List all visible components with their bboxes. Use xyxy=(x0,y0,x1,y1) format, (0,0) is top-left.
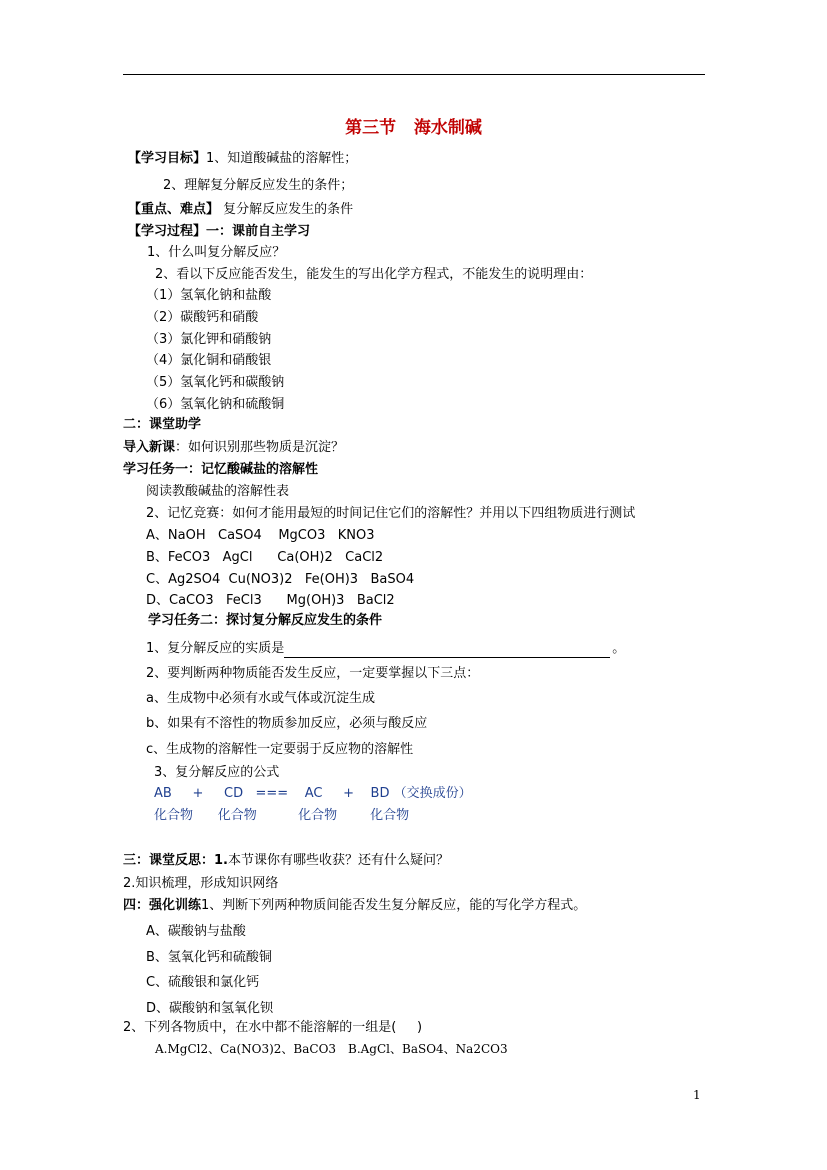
keypoints-text: 复分解反应发生的条件 xyxy=(219,202,354,217)
task1-q2: 2、记忆竞赛：如何才能用最短的时间记住它们的溶解性？并用以下四组物质进行测试 xyxy=(146,506,636,521)
process-line xyxy=(128,223,310,241)
list-item: （3）氯化钾和硝酸钠 xyxy=(146,332,272,347)
test-group: C、Ag2SO4 Cu(NO3)2 Fe(OH)3 BaSO4 xyxy=(146,572,415,587)
task2-title: 探讨复分解反应发生的条件 xyxy=(226,613,383,628)
test-group: A、NaOH CaSO4 MgCO3 KNO3 xyxy=(146,528,375,543)
test-group: B、FeCO3 AgCl Ca(OH)2 CaCl2 xyxy=(146,550,384,565)
task1-title: 记忆酸碱盐的溶解性 xyxy=(201,462,319,477)
section4-q2: 2、下列各物质中，在水中都不能溶解的一组是( ) xyxy=(123,1020,423,1035)
section3-label: 三：课堂反思： xyxy=(123,853,215,868)
section3-line xyxy=(123,852,449,870)
task2-label: 学习任务二： xyxy=(148,613,227,628)
task2-q2: 2、要判断两种物质能否发生反应，一定要掌握以下三点： xyxy=(146,666,480,681)
section4-line xyxy=(123,897,586,915)
condition-b: b、如果有不溶性的物质参加反应，必须与酸反应 xyxy=(146,716,428,731)
section1-heading: 一：课前自主学习 xyxy=(206,224,311,239)
formula: AB + CD === AC + BD （交换成份） xyxy=(154,786,472,801)
condition-c: c、生成物的溶解性一定要弱于反应物的溶解性 xyxy=(146,742,414,757)
condition-a: a、生成物中必须有水或气体或沉淀生成 xyxy=(146,691,375,706)
exercise-option: C、硫酸银和氯化钙 xyxy=(146,975,260,990)
section4-q1: 1、判断下列两种物质间能否发生复分解反应，能的写化学方程式。 xyxy=(201,898,587,913)
objective-1: 1、知道酸碱盐的溶解性； xyxy=(206,151,358,166)
task2-heading xyxy=(148,612,382,630)
intro-line xyxy=(123,439,344,457)
objectives-line xyxy=(128,150,357,168)
list-item: （6）氢氧化钠和硫酸铜 xyxy=(146,397,285,412)
exercise-option: D、碳酸钠和氢氧化钡 xyxy=(146,1001,274,1016)
q2-option-a: A.MgCl2、Ca(NO3)2、BaCO3 xyxy=(155,1042,337,1056)
list-item: （2）碳酸钙和硝酸 xyxy=(146,310,259,325)
task2-q1-end: 。 xyxy=(612,641,626,656)
section3-q1-text: 本节课你有哪些收获？还有什么疑问？ xyxy=(228,853,450,868)
task1-label: 学习任务一： xyxy=(123,462,202,477)
list-item: （4）氯化铜和硝酸银 xyxy=(146,353,272,368)
process-q1: 1、什么叫复分解反应？ xyxy=(147,245,286,260)
task1-read: 阅读教酸碱盐的溶解性表 xyxy=(146,484,290,499)
answer-blank[interactable] xyxy=(284,644,610,658)
process-label: 【学习过程】 xyxy=(128,224,207,239)
section2-heading: 二：课堂助学 xyxy=(123,417,202,432)
page-number: 1 xyxy=(693,1088,701,1102)
task2-q3: 3、复分解反应的公式 xyxy=(154,765,280,780)
task2-q1-text: 1、复分解反应的实质是 xyxy=(146,641,285,656)
section3-q1-num: 1. xyxy=(214,853,228,868)
list-item: （5）氢氧化钙和碳酸钠 xyxy=(146,375,285,390)
objective-2: 2、理解复分解反应发生的条件； xyxy=(163,178,354,193)
keypoints-line xyxy=(128,201,353,219)
header-rule xyxy=(123,74,705,75)
section4-label: 四：强化训练 xyxy=(123,898,202,913)
list-item: （1）氢氧化钠和盐酸 xyxy=(146,288,272,303)
exercise-option: A、碳酸钠与盐酸 xyxy=(146,924,246,939)
process-q2: 2、看以下反应能否发生，能发生的写出化学方程式，不能发生的说明理由： xyxy=(155,267,593,282)
task2-q1 xyxy=(146,640,625,658)
task1-heading xyxy=(123,461,318,479)
page-title: 第三节 海水制碱 xyxy=(345,118,482,138)
test-group: D、CaCO3 FeCl3 Mg(OH)3 BaCl2 xyxy=(146,593,395,608)
exercise-option: B、氢氧化钙和硫酸铜 xyxy=(146,950,272,965)
q2-option-b: B.AgCl、BaSO4、Na2CO3 xyxy=(348,1042,508,1056)
formula-compounds: 化合物 化合物 化合物 化合物 xyxy=(154,808,410,823)
intro-text: ：如何识别那些物质是沉淀？ xyxy=(175,440,345,455)
intro-label: 导入新课 xyxy=(123,440,176,455)
section3-q2: 2.知识梳理，形成知识网络 xyxy=(123,876,279,891)
keypoints-label: 【重点、难点】 xyxy=(128,202,220,217)
objectives-label: 【学习目标】 xyxy=(128,151,207,166)
